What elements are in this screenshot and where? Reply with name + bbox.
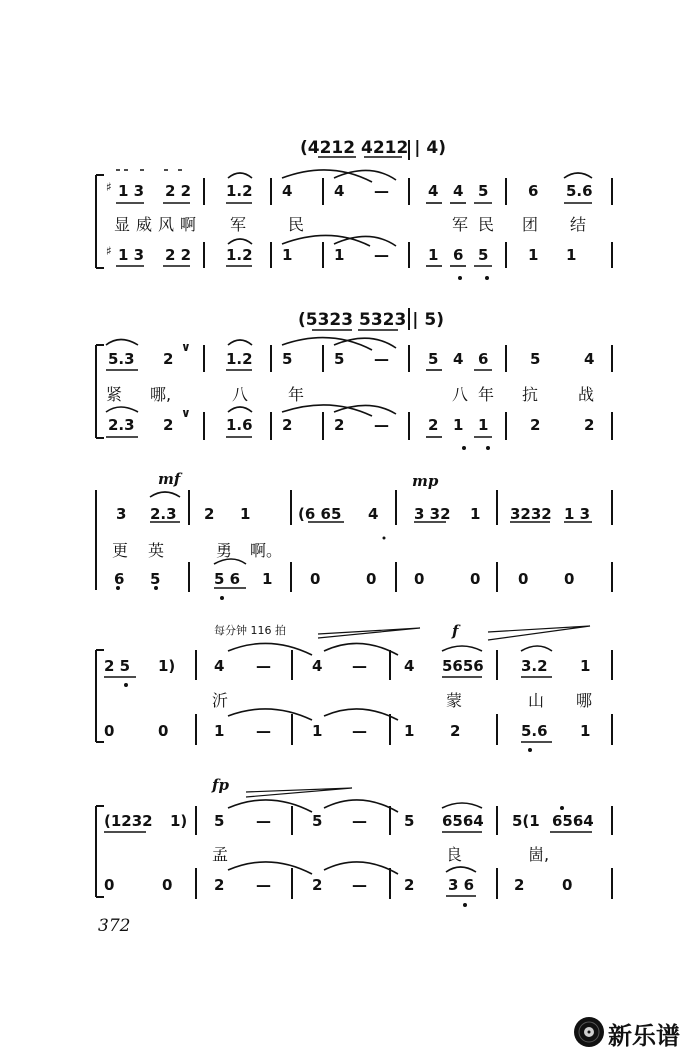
note: 2 [404, 876, 415, 894]
dash: — [352, 876, 367, 894]
dash: — [256, 657, 271, 675]
dash: — [374, 182, 389, 200]
note: 2 [428, 416, 439, 434]
note: 0 [366, 570, 377, 588]
note: 2 2 [165, 246, 192, 264]
note: 5.6 [521, 722, 548, 740]
lyric: 英 [148, 541, 165, 560]
note: 1 [428, 246, 439, 264]
dash: — [374, 246, 389, 264]
dynamic-mark: fp [212, 776, 229, 794]
note: 1 [478, 416, 489, 434]
note: 1.2 [226, 182, 253, 200]
note: 3232 [510, 505, 552, 523]
note: 5656 [442, 657, 484, 675]
lyric: 蒙 [446, 691, 463, 710]
lyric: 抗 [522, 385, 539, 404]
lyric: 孟 [212, 845, 229, 864]
note: (6 65 [298, 505, 342, 523]
note: 2 5 [104, 657, 131, 675]
lyric: 军 [230, 215, 247, 234]
lyric: 结 [570, 215, 587, 234]
note: 6 [114, 570, 125, 588]
note: 6564 [552, 812, 594, 830]
note: 5 [530, 350, 541, 368]
note: 0 [470, 570, 481, 588]
note: 4 [312, 657, 323, 675]
lyric: 啊。 [250, 541, 283, 560]
note: 1 [580, 657, 591, 675]
note: 1.2 [226, 350, 253, 368]
dash: — [256, 876, 271, 894]
system-bracket [96, 175, 104, 268]
lyric: 良 [446, 845, 463, 864]
lyric: 哪 [576, 691, 593, 710]
watermark-text: 新乐谱 [608, 1022, 680, 1050]
note: 2.3 [150, 505, 177, 523]
note: 1 [580, 722, 591, 740]
note: (1232 [104, 812, 153, 830]
note: 2 [163, 416, 174, 434]
note: 4 [334, 182, 345, 200]
dash: — [352, 812, 367, 830]
note: 5 [428, 350, 439, 368]
note: 1) [170, 812, 188, 830]
lyric: 显 [114, 215, 131, 234]
note: 4 [584, 350, 595, 368]
lyric: 军 [452, 215, 469, 234]
note: 2 [584, 416, 595, 434]
note: 0 [158, 722, 169, 740]
note: 5 [478, 246, 489, 264]
note: 6564 [442, 812, 484, 830]
watermark-logo [570, 1012, 700, 1052]
note: 3 6 [448, 876, 475, 894]
note: 2 [334, 416, 345, 434]
note: 1.2 [226, 246, 253, 264]
lyric: 崮, [528, 845, 550, 864]
dash: — [352, 722, 367, 740]
note: 3 [116, 505, 127, 523]
note: 2 [163, 350, 174, 368]
lyric: 年 [288, 385, 305, 404]
note: 5 [150, 570, 161, 588]
note: 5 6 [214, 570, 241, 588]
note: 1 [214, 722, 225, 740]
note: 6 [453, 246, 464, 264]
note: 2 [530, 416, 541, 434]
lyric: 勇 [216, 541, 233, 560]
note: 2 [450, 722, 461, 740]
note: 2 [204, 505, 215, 523]
dash: — [374, 350, 389, 368]
sharp-sign: ♯ [106, 244, 112, 258]
note: 1 3 [118, 246, 145, 264]
note: 1 [470, 505, 481, 523]
note: 0 [518, 570, 529, 588]
lyric: 八 [232, 385, 249, 404]
vinyl-record-icon [572, 1015, 606, 1049]
note: 4 [404, 657, 415, 675]
note: 1 [334, 246, 345, 264]
lyric: 沂 [212, 691, 229, 710]
note: 0 [414, 570, 425, 588]
note: 5(1 [512, 812, 540, 830]
note: 5 [282, 350, 293, 368]
note: 4 [428, 182, 439, 200]
note: 1 [528, 246, 539, 264]
dash: — [352, 657, 367, 675]
note: 5 [478, 182, 489, 200]
note: 0 [162, 876, 173, 894]
dynamic-mark: mf [158, 470, 181, 488]
lyric: 团 [522, 215, 539, 234]
note: 0 [104, 722, 115, 740]
note: 2 [514, 876, 525, 894]
note: 5.3 [108, 350, 135, 368]
note: 5 [312, 812, 323, 830]
note: 2 [282, 416, 293, 434]
note: 2 [312, 876, 323, 894]
note: 1.6 [226, 416, 253, 434]
lyric: 威 [136, 215, 153, 234]
sharp-sign: ♯ [106, 180, 112, 194]
lyric: 民 [288, 215, 305, 234]
aux-phrase: (5323 5323 | 5) [298, 310, 444, 330]
lyric: 民 [478, 215, 495, 234]
note: 1 [453, 416, 464, 434]
note: 5.6 [566, 182, 593, 200]
note: 0 [104, 876, 115, 894]
dash: — [256, 722, 271, 740]
note: 5 [214, 812, 225, 830]
tempo-marking: 每分钟 116 拍 [214, 624, 286, 637]
note: 2.3 [108, 416, 135, 434]
dash: — [256, 812, 271, 830]
lyric: 战 [578, 385, 595, 404]
dash: — [374, 416, 389, 434]
page-number: 372 [98, 916, 131, 936]
breath-mark: ∨ [181, 406, 191, 420]
note: 0 [564, 570, 575, 588]
note: 3 32 [414, 505, 451, 523]
note: 1 [566, 246, 577, 264]
lyric: 啊 [180, 215, 197, 234]
note: 4 [453, 350, 464, 368]
lyric: 更 [112, 541, 129, 560]
lyric: 风 [158, 215, 175, 234]
lyric: 紧 [106, 385, 123, 404]
note: 1 [240, 505, 251, 523]
aux-phrase: (4212 4212 | 4) [300, 138, 446, 158]
note: 3.2 [521, 657, 548, 675]
note: 0 [562, 876, 573, 894]
lyric: 八 [452, 385, 469, 404]
note: 6 [528, 182, 539, 200]
note: 1 [312, 722, 323, 740]
note: 5 [334, 350, 345, 368]
note: 2 [214, 876, 225, 894]
breath-mark: ∨ [181, 340, 191, 354]
note: 4 [368, 505, 379, 523]
dynamic-mark: mp [412, 472, 439, 490]
note: 2 2 [165, 182, 192, 200]
note: 1 3 [564, 505, 591, 523]
note: 4 [214, 657, 225, 675]
note: 1 [282, 246, 293, 264]
note: 6 [478, 350, 489, 368]
note: 1) [158, 657, 176, 675]
lyric: 山 [528, 691, 545, 710]
lyric: 哪, [150, 385, 172, 404]
note: 0 [310, 570, 321, 588]
note: 1 [262, 570, 273, 588]
note: 1 3 [118, 182, 145, 200]
note: 4 [453, 182, 464, 200]
note: 4 [282, 182, 293, 200]
lyric: 年 [478, 385, 495, 404]
note: 5 [404, 812, 415, 830]
note: 1 [404, 722, 415, 740]
dynamic-mark: f [452, 622, 459, 640]
